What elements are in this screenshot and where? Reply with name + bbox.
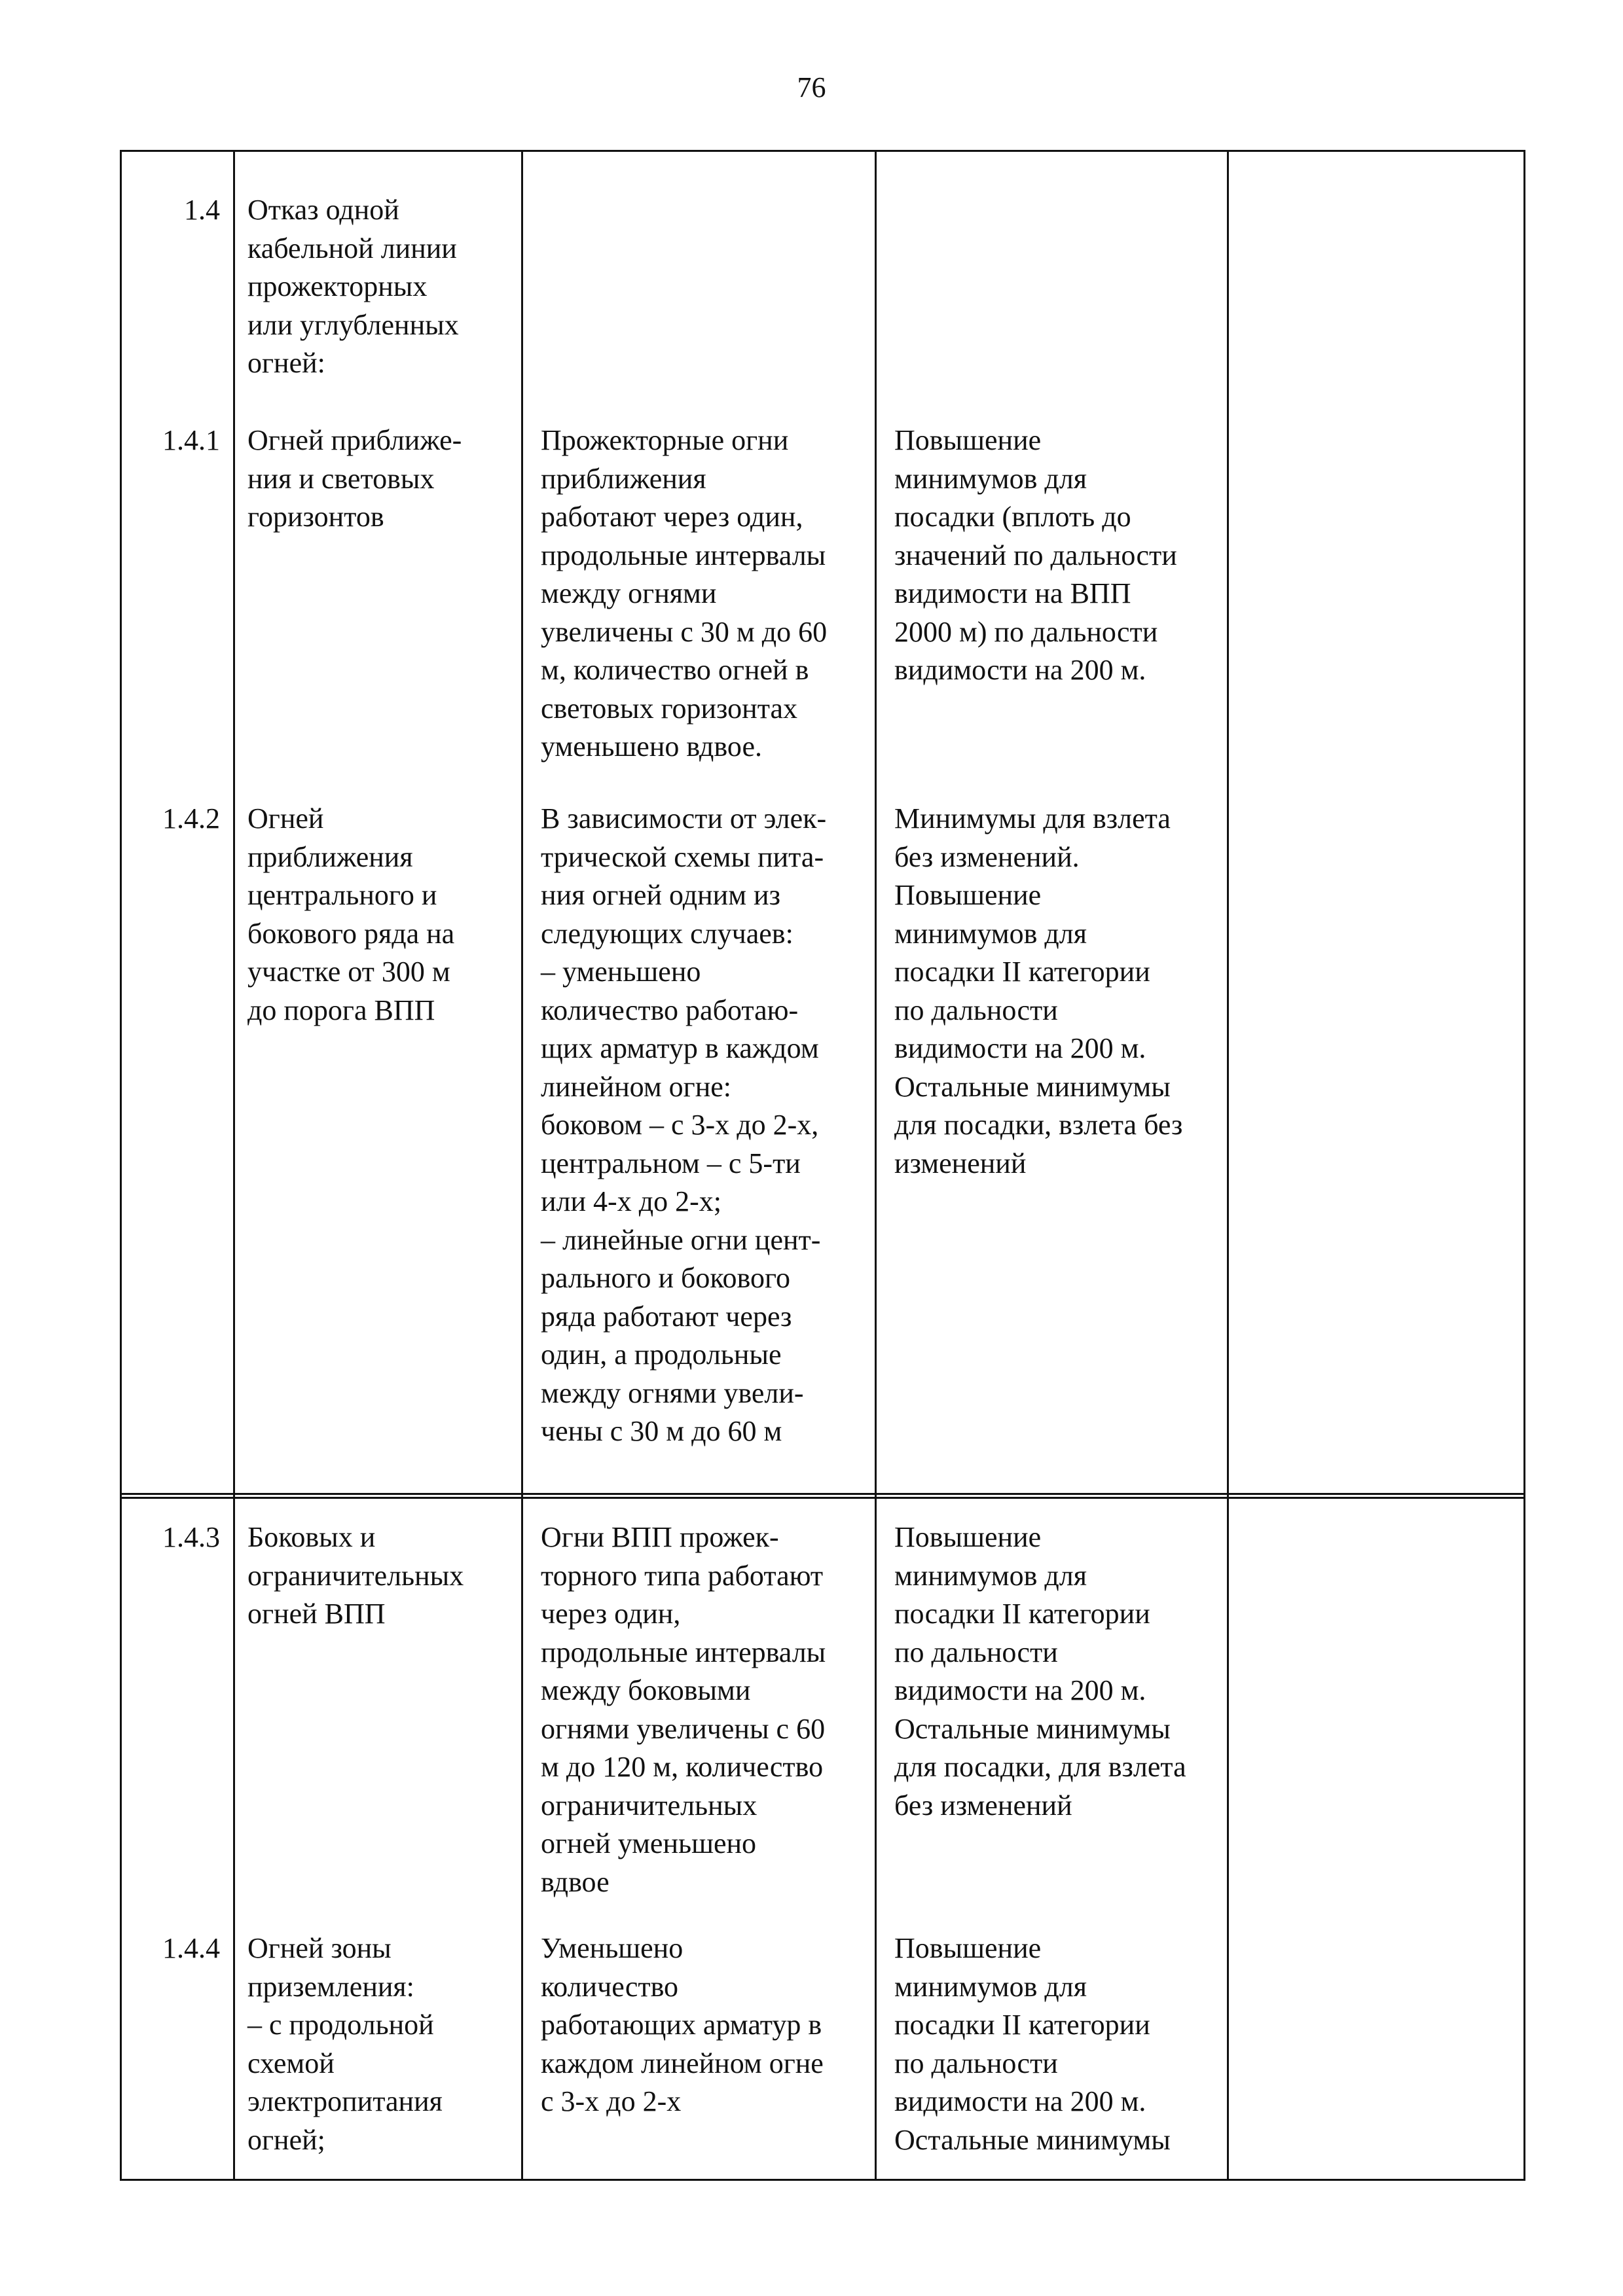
- column-divider: [233, 152, 235, 1497]
- minimums-consequence: Повышение минимумов для посадки II категории по дальности видимости на 200 м. Остальные минимумы: [894, 1932, 1171, 2156]
- lighting-element: Огней зоны приземления: – с продольной схемой электропитания огней;: [247, 1932, 443, 2156]
- failure-description: В зависимости от элек- трической схемы пита- ния огней одним из следующих случаев: – уменьшено количество работаю- щих арматур в каждом линейном огне: боковом – с 3-х до 2-х, центральном – с 5-ти или 4-х до 2-х; – линейные огни цент- рального и бокового ряда работают через один, а продольные между огнями увели- чены с 30 м до 60 м: [541, 802, 827, 1447]
- row-number: 1.4.1: [162, 424, 220, 456]
- row-number: 1.4.4: [162, 1932, 220, 1964]
- lighting-element: Отказ одной кабельной линии прожекторных или углубленных огней:: [247, 194, 459, 379]
- row-number: 1.4: [184, 194, 220, 226]
- page-number: 76: [797, 71, 826, 103]
- failure-description: Огни ВПП прожек- торного типа работают через один, продольные интервалы между боковыми огнями увеличены с 60 м до 120 м, количество ограничительных огней уменьшено вдвое: [541, 1521, 826, 1898]
- table-section-upper: [120, 150, 1525, 1499]
- minimums-consequence: Минимумы для взлета без изменений. Повышение минимумов для посадки II категории по дальности видимости на 200 м. Остальные минимумы для посадки, взлета без изменений: [894, 802, 1183, 1179]
- lighting-element: Боковых и ограничительных огней ВПП: [247, 1521, 464, 1630]
- minimums-consequence: Повышение минимумов для посадки (вплоть до значений по дальности видимости на ВПП 2000 м) по дальности видимости на 200 м.: [894, 424, 1177, 686]
- row-number: 1.4.3: [162, 1521, 220, 1553]
- column-divider: [233, 1495, 235, 2179]
- failure-description: Уменьшено количество работающих арматур в каждом линейном огне с 3-х до 2-х: [541, 1932, 824, 2117]
- failure-description: Прожекторные огни приближения работают через один, продольные интервалы между огнями увеличены с 30 м до 60 м, количество огней в световых горизонтах уменьшено вдвое.: [541, 424, 828, 762]
- lighting-element: Огней приближения центрального и бокового ряда на участке от 300 м до порога ВПП: [247, 802, 455, 1026]
- lighting-element: Огней приближе- ния и световых горизонтов: [247, 424, 462, 533]
- table-section-lower: [120, 1493, 1525, 2181]
- minimums-consequence: Повышение минимумов для посадки II категории по дальности видимости на 200 м. Остальные минимумы для посадки, для взлета без изменений: [894, 1521, 1186, 1821]
- row-number: 1.4.2: [162, 802, 220, 834]
